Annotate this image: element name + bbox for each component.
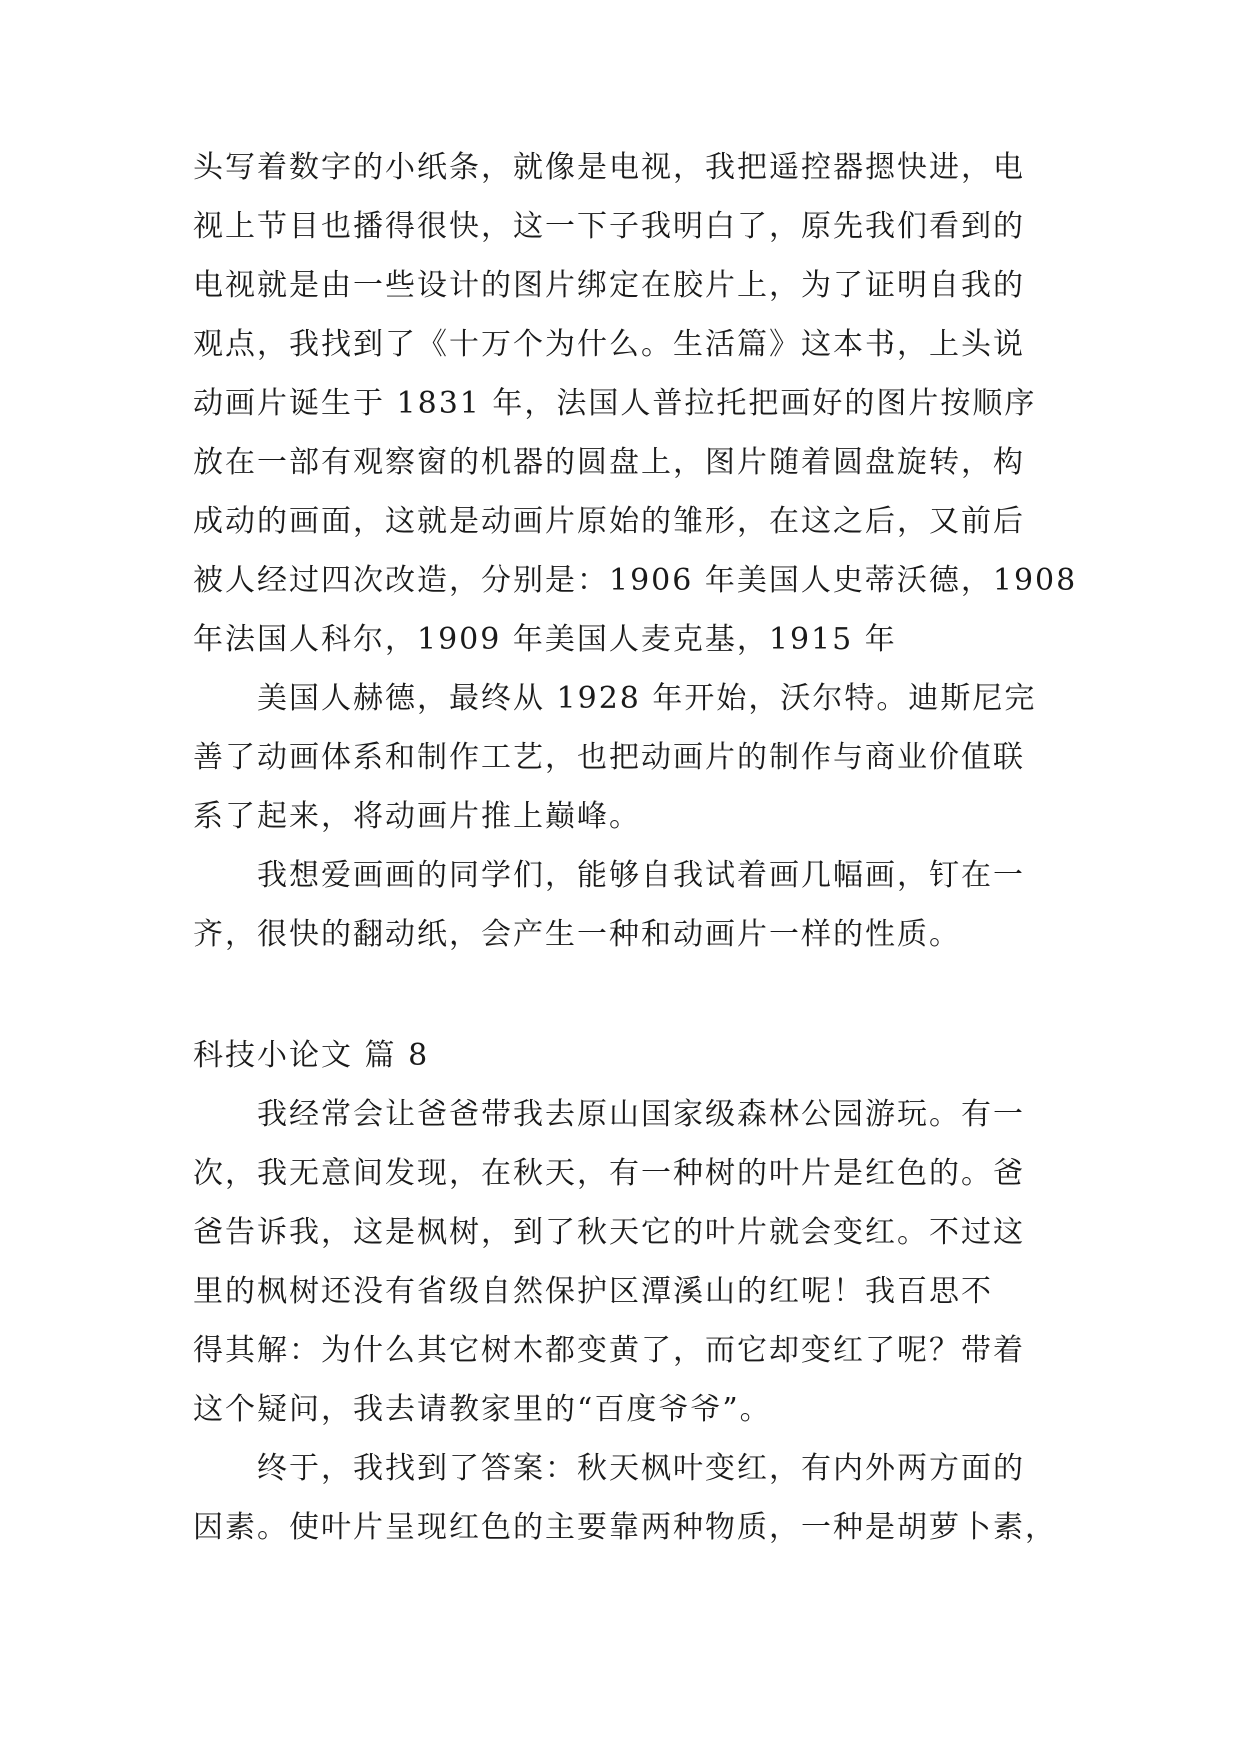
paragraph-line: 系了起来，将动画片推上巅峰。 [193, 799, 641, 834]
paragraph-line: 得其解：为什么其它树木都变黄了，而它却变红了呢？带着 [193, 1333, 1025, 1368]
section-heading: 科技小论文 篇 8 [193, 1038, 430, 1073]
paragraph-line: 爸告诉我，这是枫树，到了秋天它的叶片就会变红。不过这 [193, 1215, 1025, 1250]
paragraph-line: 因素。使叶片呈现红色的主要靠两种物质，一种是胡萝卜素， [193, 1510, 1057, 1545]
paragraph-line: 里的枫树还没有省级自然保护区潭溪山的红呢！我百思不 [193, 1274, 993, 1309]
paragraph-line: 美国人赫德，最终从 1928 年开始，沃尔特。迪斯尼完 [257, 681, 1037, 716]
paragraph-line: 头写着数字的小纸条，就像是电视，我把遥控器摁快进，电 [193, 150, 1025, 185]
paragraph-line: 动画片诞生于 1831 年，法国人普拉托把画好的图片按顺序 [193, 386, 1037, 421]
paragraph-line: 成动的画面，这就是动画片原始的雏形，在这之后，又前后 [193, 504, 1025, 539]
paragraph-line: 电视就是由一些设计的图片绑定在胶片上，为了证明自我的 [193, 268, 1025, 303]
paragraph-line: 放在一部有观察窗的机器的圆盘上，图片随着圆盘旋转，构 [193, 445, 1025, 480]
paragraph-line: 视上节目也播得很快，这一下子我明白了，原先我们看到的 [193, 209, 1025, 244]
paragraph-line: 善了动画体系和制作工艺，也把动画片的制作与商业价值联 [193, 740, 1025, 775]
paragraph-line: 我经常会让爸爸带我去原山国家级森林公园游玩。有一 [257, 1097, 1025, 1132]
paragraph-line: 年法国人科尔，1909 年美国人麦克基，1915 年 [193, 622, 897, 657]
paragraph-line: 被人经过四次改造，分别是：1906 年美国人史蒂沃德，1908 [193, 563, 1078, 598]
paragraph-line: 终于，我找到了答案：秋天枫叶变红，有内外两方面的 [257, 1451, 1025, 1486]
paragraph-line: 我想爱画画的同学们，能够自我试着画几幅画，钉在一 [257, 858, 1025, 893]
paragraph-line: 次，我无意间发现，在秋天，有一种树的叶片是红色的。爸 [193, 1156, 1025, 1191]
paragraph-line: 观点，我找到了《十万个为什么。生活篇》这本书，上头说 [193, 327, 1025, 362]
paragraph-line: 齐，很快的翻动纸，会产生一种和动画片一样的性质。 [193, 917, 961, 952]
paragraph-line: 这个疑问，我去请教家里的“百度爷爷”。 [193, 1392, 772, 1427]
